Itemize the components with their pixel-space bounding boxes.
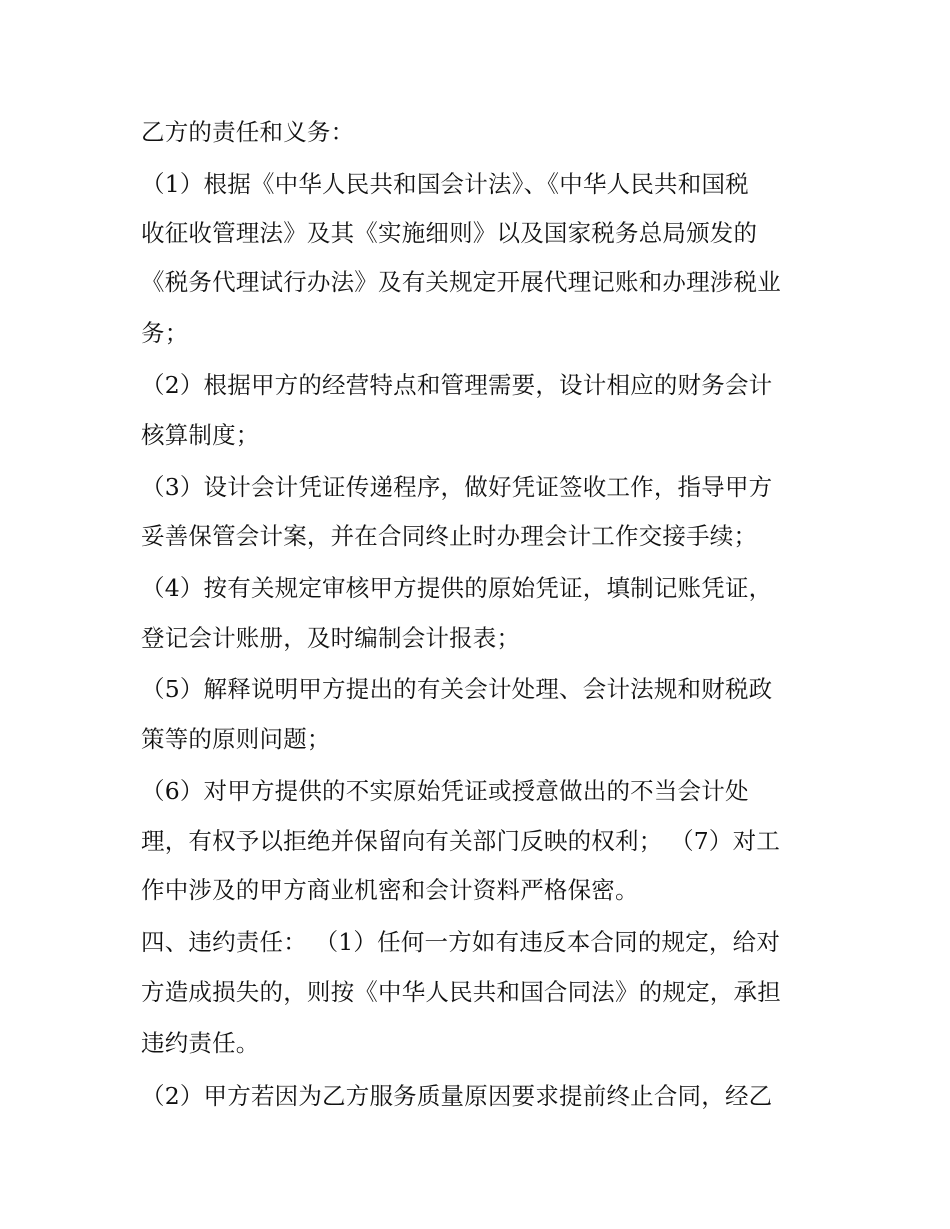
text-line: 妥善保管会计案，并在合同终止时办理会计工作交接手续；: [141, 522, 758, 550]
text-line: 《税务代理试行办法》及有关规定开展代理记账和办理涉税业: [141, 268, 781, 296]
text-line: （1）根据《中华人民共和国会计法》、《中华人民共和国税: [141, 170, 749, 198]
text-line: 核算制度；: [141, 421, 260, 449]
text-line: （6）对甲方提供的不实原始凭证或授意做出的不当会计处: [141, 777, 749, 805]
text-line: （5）解释说明甲方提出的有关会计处理、会计法规和财税政: [141, 675, 773, 703]
text-line: 登记会计账册，及时编制会计报表；: [141, 624, 521, 652]
text-line: （3）设计会计凭证传递程序，做好凭证签收工作，指导甲方: [141, 473, 773, 501]
text-line: 务；: [141, 319, 189, 347]
text-line: 乙方的责任和义务：: [141, 118, 355, 146]
text-line: 策等的原则问题；: [141, 725, 331, 753]
text-line: （4）按有关规定审核甲方提供的原始凭证，填制记账凭证，: [141, 574, 773, 602]
text-line: （2）根据甲方的经营特点和管理需要，设计相应的财务会计: [141, 371, 773, 399]
text-line: 四、违约责任： （1）任何一方如有违反本合同的规定，给对: [141, 928, 781, 956]
text-line: 理，有权予以拒绝并保留向有关部门反映的权利； （7）对工: [141, 827, 781, 855]
text-line: 作中涉及的甲方商业机密和会计资料严格保密。: [141, 876, 639, 904]
text-line: 收征收管理法》及其《实施细则》以及国家税务总局颁发的: [141, 219, 758, 247]
text-line: （2）甲方若因为乙方服务质量原因要求提前终止合同，经乙: [141, 1082, 773, 1110]
text-line: 方造成损失的，则按《中华人民共和国合同法》的规定，承担: [141, 978, 781, 1006]
text-line: 违约责任。: [141, 1029, 260, 1057]
